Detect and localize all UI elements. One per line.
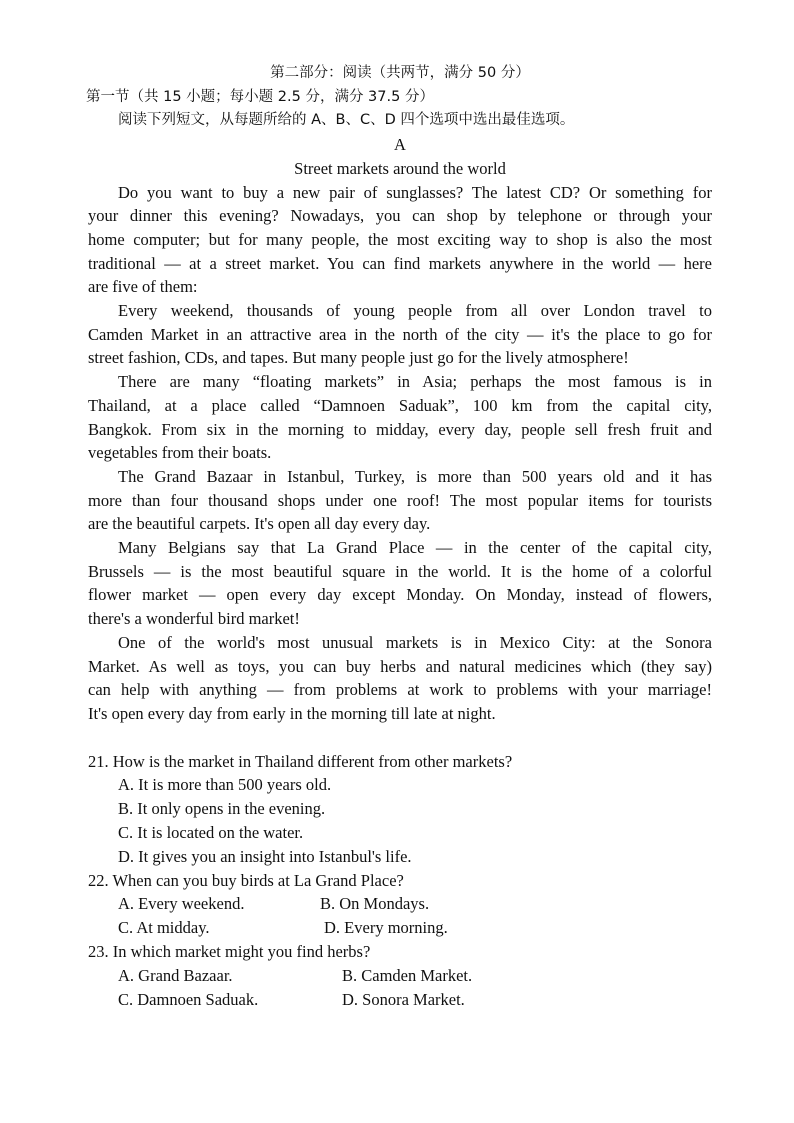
option-23-d[interactable]: D. Sonora Market. — [342, 989, 465, 1009]
option-21-d[interactable]: D. It gives you an insight into Istanbul's life. — [118, 846, 412, 866]
paragraph-line: It's open every day from early in the morning till late at night. — [88, 703, 496, 723]
option-row — [88, 988, 712, 1012]
exam-page — [88, 62, 712, 1011]
option-22-b[interactable]: B. On Mondays. — [320, 894, 430, 914]
paragraph-line: The Grand Bazaar in Istanbul, Turkey, is more than 500 years old and it has — [118, 466, 712, 486]
option-23-c[interactable]: C. Damnoen Saduak. — [118, 989, 259, 1009]
passage-title: Street markets around the world — [294, 158, 506, 178]
paragraph-line: your dinner this evening? Nowadays, you can shop by telephone or through your — [88, 206, 712, 226]
paragraph-line: One of the world's most unusual markets is in Mexico City: at the Sonora — [118, 632, 712, 652]
paragraph-line: are the beautiful carpets. It's open all day every day. — [88, 514, 431, 534]
paragraph-line: are five of them: — [88, 277, 198, 297]
paragraph-line: Every weekend, thousands of young people from all over London travel to — [118, 301, 712, 321]
paragraph-line: more than four thousand shops under one roof! The most popular items for tourists — [88, 490, 712, 510]
option-row — [88, 916, 712, 940]
passage-label: A — [394, 135, 406, 155]
paragraph-line: Market. As well as toys, you can buy herbs and natural medicines which (they say) — [88, 656, 712, 676]
paragraph-line: home computer; but for many people, the most exciting way to shop is also the most — [88, 229, 712, 249]
paragraph-line: vegetables from their boats. — [88, 443, 272, 463]
option-22-a[interactable]: A. Every weekend. — [118, 894, 245, 914]
paragraph-line: there's a wonderful bird market! — [88, 609, 300, 629]
paragraph-2 — [88, 299, 712, 370]
paragraph-line: Many Belgians say that La Grand Place — in the center of the capital city, — [118, 538, 712, 558]
question-21: 21. How is the market in Thailand different from other markets? — [88, 751, 513, 771]
question-23: 23. In which market might you find herbs? — [88, 942, 371, 962]
option-23-b[interactable]: B. Camden Market. — [342, 965, 473, 985]
option-21-a[interactable]: A. It is more than 500 years old. — [118, 775, 332, 795]
paragraph-line: Camden Market in an attractive area in the north of the city — it's the place to go for — [88, 324, 712, 344]
part-title: 第二部分：阅读（共两节，满分 50 分） — [270, 65, 530, 81]
paragraph-line: street fashion, CDs, and tapes. But many people just go for the lively atmosphere! — [88, 348, 629, 368]
option-22-d[interactable]: D. Every morning. — [324, 918, 448, 938]
spacer — [88, 726, 712, 750]
paragraph-4 — [88, 465, 712, 536]
option-22-c[interactable]: C. At midday. — [118, 918, 210, 938]
paragraph-3 — [88, 370, 712, 465]
paragraph-6 — [88, 631, 712, 726]
section-title: 第一节（共 15 小题；每小题 2.5 分，满分 37.5 分） — [86, 88, 434, 105]
paragraph-line: Brussels — is the most beautiful square in the world. It is the home of a colorful — [88, 561, 712, 581]
paragraph-line: Bangkok. From six in the morning to midday, every day, people sell fresh fruit and — [88, 419, 712, 439]
paragraph-5 — [88, 536, 712, 631]
question-22: 22. When can you buy birds at La Grand Place? — [88, 870, 404, 890]
paragraph-1 — [88, 181, 712, 300]
option-row — [88, 892, 712, 916]
option-23-a[interactable]: A. Grand Bazaar. — [118, 965, 233, 985]
paragraph-line: traditional — at a street market. You can find markets anywhere in the world — here — [88, 253, 712, 273]
paragraph-line: can help with anything — from problems at work to problems with your marriage! — [88, 680, 712, 700]
option-21-b[interactable]: B. It only opens in the evening. — [118, 799, 326, 819]
paragraph-line: There are many “floating markets” in Asia; perhaps the most famous is in — [118, 372, 712, 392]
option-row — [88, 964, 712, 988]
instruction: 阅读下列短文，从每题所给的 A、B、C、D 四个选项中选出最佳选项。 — [118, 112, 575, 129]
paragraph-line: flower market — open every day except Monday. On Monday, instead of flowers, — [88, 585, 712, 605]
option-21-c[interactable]: C. It is located on the water. — [118, 823, 304, 843]
paragraph-line: Do you want to buy a new pair of sunglasses? The latest CD? Or something for — [118, 182, 712, 202]
paragraph-line: Thailand, at a place called “Damnoen Saduak”, 100 km from the capital city, — [88, 395, 712, 415]
